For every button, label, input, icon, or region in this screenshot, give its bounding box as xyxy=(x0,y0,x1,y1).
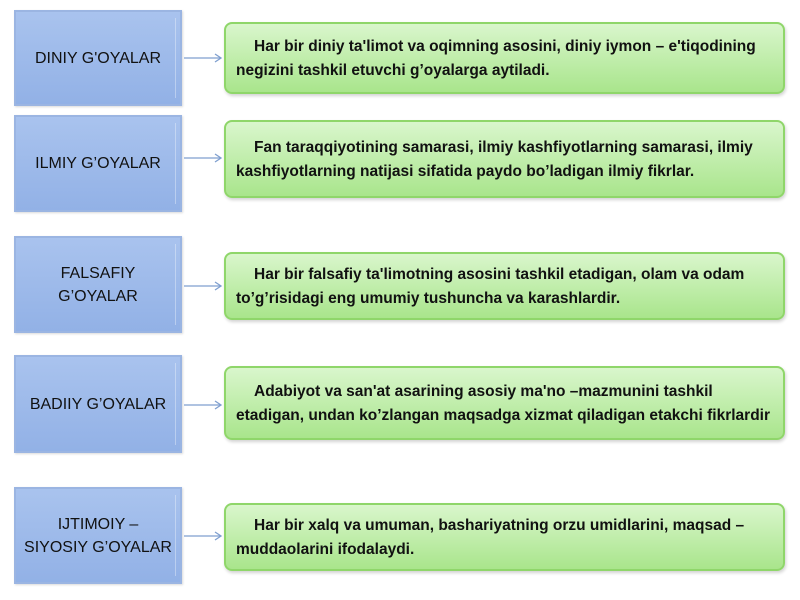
description-box-ijtimoiy xyxy=(224,503,785,571)
category-box-ijtimoiy xyxy=(14,487,182,584)
category-box-badiiy xyxy=(14,355,182,453)
description-text: Har bir diniy ta'limot va oqimning asosini, diniy iymon – e'tiqodining negizini tashkil etuvchi g’oyalarga aytiladi. xyxy=(236,38,756,79)
category-box-ilmiy xyxy=(14,115,182,212)
description-text: Adabiyot va san'at asarining asosiy ma'no –mazmunini tashkil etadigan, undan ko’zlangan maqsadga xizmat qiladigan etakchi fikrlardir xyxy=(236,383,771,424)
arrow-connector xyxy=(184,280,224,292)
category-box-falsafiy xyxy=(14,236,182,333)
category-label: ILMIY G’OYALAR xyxy=(35,155,161,172)
category-label: DINIY G'OYALAR xyxy=(34,49,162,67)
category-label: IJTIMOIY – SIYOSIY G’OYALAR xyxy=(24,515,172,556)
description-box-badiiy xyxy=(224,366,785,440)
arrow-connector xyxy=(184,530,224,542)
description-box-ilmiy xyxy=(224,120,785,198)
arrow-connector xyxy=(184,399,224,411)
description-box-diniy xyxy=(224,22,785,94)
description-text: Fan taraqqiyotining samarasi, ilmiy kashfiyotlarning samarasi, ilmiy kashfiyotlarning natijasi sifatida paydo bo’ladigan ilmiy fikrlar. xyxy=(236,139,753,180)
description-text: Har bir falsafiy ta'limotning asosini tashkil etadigan, olam va odam to’g’risidagi eng umumiy tushuncha va karashlardir. xyxy=(236,266,745,307)
description-text: Har bir xalq va umuman, bashariyatning orzu umidlarini, maqsad – muddaolarini ifodalaydi. xyxy=(236,517,745,558)
category-box-diniy xyxy=(14,10,182,106)
description-box-falsafiy xyxy=(224,252,785,320)
arrow-connector xyxy=(184,52,224,64)
category-label: BADIIY G’OYALAR xyxy=(29,395,167,413)
arrow-connector xyxy=(184,152,224,164)
category-label: FALSAFIY G’OYALAR xyxy=(58,264,138,305)
